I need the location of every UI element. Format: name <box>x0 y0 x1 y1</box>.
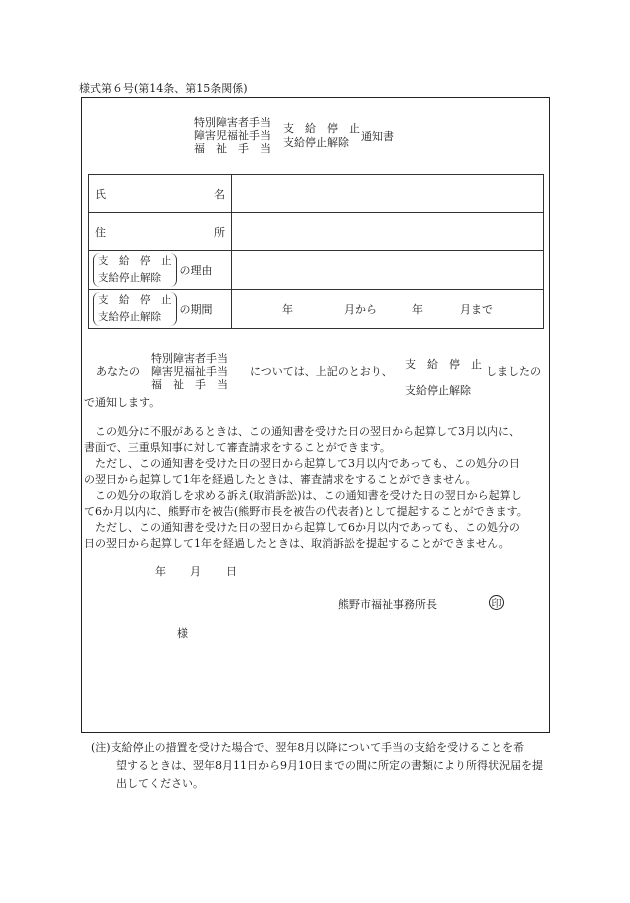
form-number: 様式第６号(第14条、第15条関係) <box>79 82 248 95</box>
allowance-type: 障害児福祉手当 <box>194 129 271 142</box>
name-field[interactable] <box>232 175 544 213</box>
period-month-from: 月から <box>344 303 377 316</box>
paragraph-line: の翌日から起算して1年を経過したときは、審査請求をすることができません。 <box>84 473 477 486</box>
date-year: 年 <box>155 565 166 578</box>
statement-kinds: 特別障害者手当 障害児福祉手当 福 祉 手 当 <box>151 352 228 391</box>
paragraph-line: 日の翌日から起算して1年を経過したときは、取消訴訟を提起することができません。 <box>84 537 510 550</box>
period-options-bracket: 支 給 停 止 支給停止解除 <box>93 292 177 326</box>
statement-suffix: しましたの <box>486 365 541 378</box>
period-month-to: 月まで <box>460 303 493 316</box>
issuer-name: 熊野市福祉事務所長 <box>338 598 437 611</box>
address-label: 住 所 <box>89 213 232 251</box>
paragraph-line: 書面で、三重県知事に対して審査請求をすることができます。 <box>84 441 391 454</box>
footnote-line: 望するときは、翌年8月11日から9月10日までの間に所定の書類により所得状況届を提 <box>116 759 543 772</box>
appeal-paragraphs <box>84 424 548 552</box>
action-type: 支給停止解除 <box>283 136 349 149</box>
footnote <box>91 739 551 793</box>
footnote-line: (注)支給停止の措置を受けた場合で、翌年8月以降について手当の支給を受けることを希 <box>91 741 525 754</box>
details-table <box>88 174 544 329</box>
footnote-line: 出してください。 <box>116 777 204 790</box>
paragraph-line: この処分の取消しを求める訴え(取消訴訟)は、この通知書を受けた日の翌日から起算し <box>84 489 522 502</box>
name-label: 氏 名 <box>89 175 232 213</box>
period-row <box>89 290 544 329</box>
paragraph-line: ただし、この通知書を受けた日の翌日から起算して6か月以内であっても、この処分の <box>84 521 520 534</box>
period-field[interactable] <box>232 290 544 329</box>
reason-label: 支 給 停 止 支給停止解除 の理由 <box>89 251 232 290</box>
seal-mark: 印 <box>489 595 504 610</box>
date-month: 月 <box>190 565 201 578</box>
period-year-end: 年 <box>412 303 423 316</box>
period-label: 支 給 停 止 支給停止解除 の期間 <box>89 290 232 329</box>
allowance-types <box>194 116 271 155</box>
recipient-suffix: 様 <box>177 627 188 640</box>
document-title: 通知書 <box>361 130 394 143</box>
paragraph-line: この処分に不服があるときは、この通知書を受けた日の翌日から起算して3月以内に、 <box>84 425 520 438</box>
statement-middle: については、上記のとおり、 <box>250 365 393 378</box>
reason-field[interactable] <box>232 251 544 290</box>
paragraph-line: ただし、この通知書を受けた日の翌日から起算して3月以内であっても、この処分の日 <box>84 457 520 470</box>
period-year-start: 年 <box>282 303 293 316</box>
address-row <box>89 213 544 251</box>
allowance-type: 特別障害者手当 <box>194 116 271 129</box>
paragraph-line: て6か月以内に、熊野市を被告(熊野市長を被告の代表者)として提起することができます。 <box>84 505 528 518</box>
action-type: 支 給 停 止 <box>283 122 360 135</box>
address-field[interactable] <box>232 213 544 251</box>
reason-row <box>89 251 544 290</box>
name-row <box>89 175 544 213</box>
allowance-type: 福 祉 手 当 <box>194 142 271 155</box>
statement-actions: 支 給 停 止 支給停止解除 <box>405 358 482 397</box>
statement-line2: で通知します。 <box>84 396 161 409</box>
reason-options-bracket: 支 給 停 止 支給停止解除 <box>93 253 177 287</box>
statement-prefix: あなたの <box>96 365 140 378</box>
action-types <box>283 122 360 150</box>
date-day: 日 <box>226 565 237 578</box>
